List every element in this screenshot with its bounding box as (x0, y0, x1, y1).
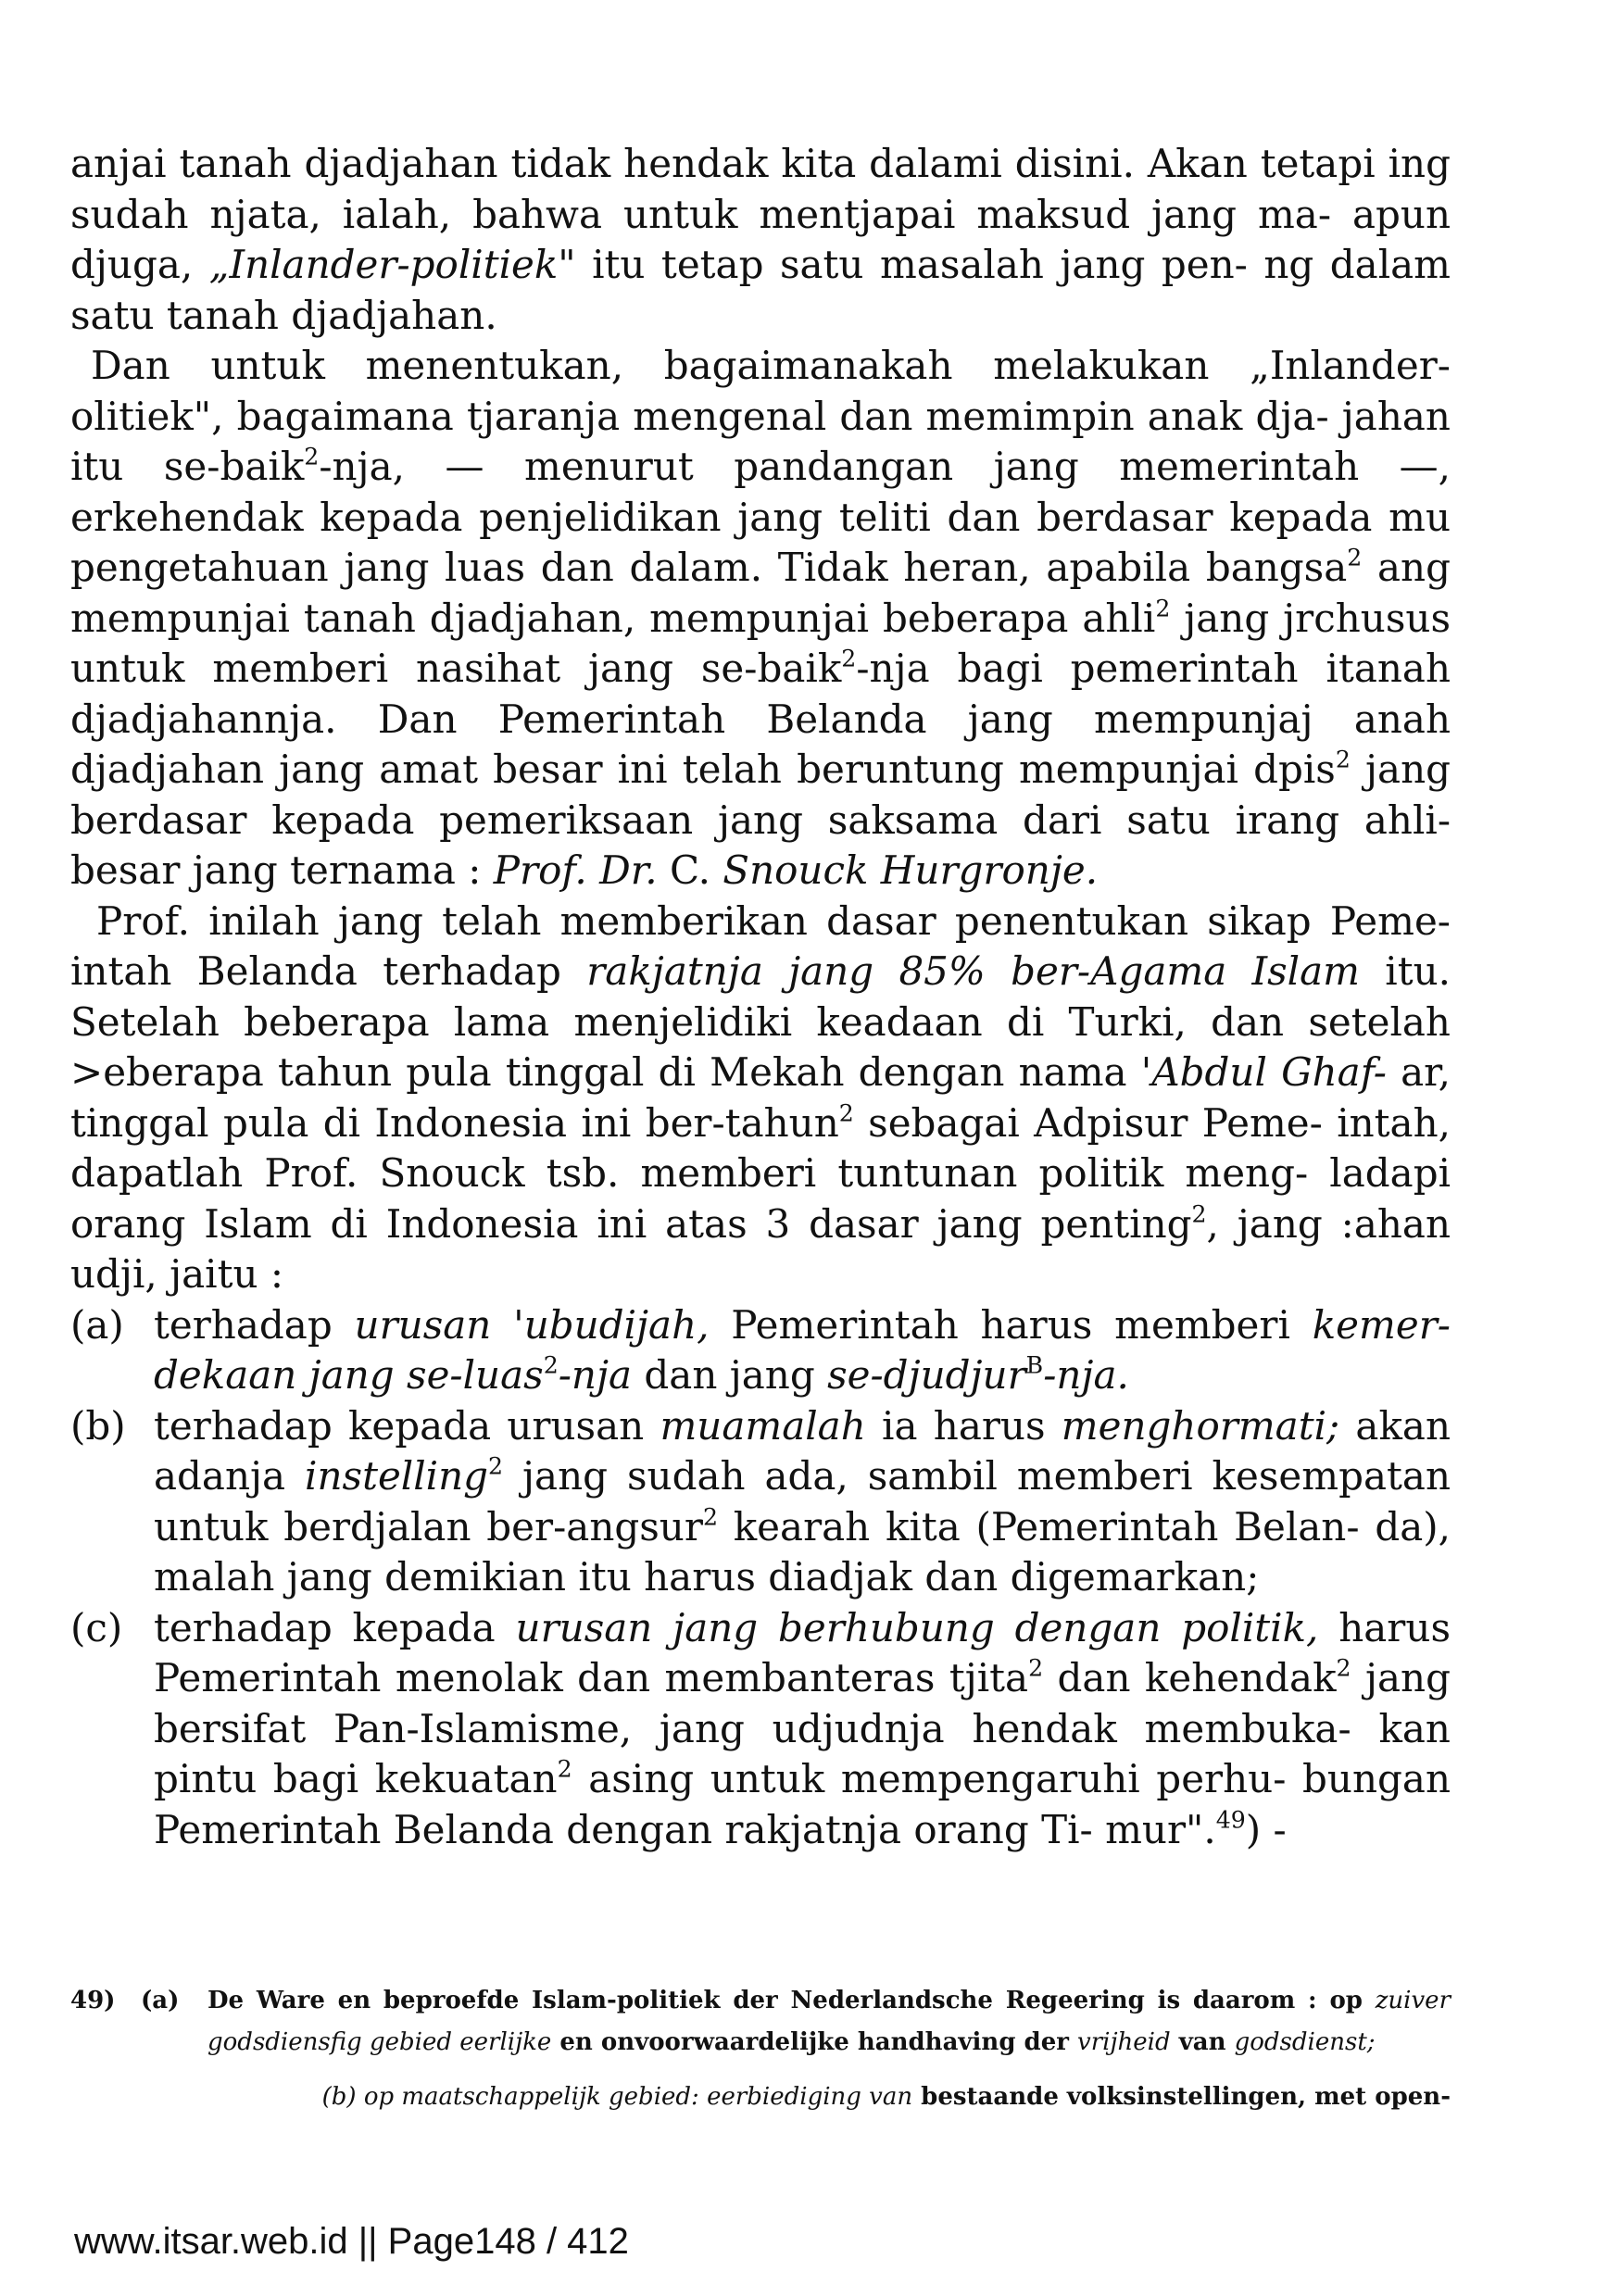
list-item-a: (a) terhadap urusan 'ubudijah, Pemerintah harus memberi kemer- dekaan jang se-luas$^2$-nja dan jang se-djudjur$^B$-nja. (70, 1301, 1451, 1398)
footnote-b: (b) op maatschappelijk gebied: eerbiediging van bestaande volksinstellingen, met open- (321, 2083, 1451, 2111)
list-item-b: (b) terhadap kepada urusan muamalah ia harus menghormati; akan adanja instelling$^2$ jang sudah ada, sambil memberi kesempatan untuk berdjalan ber-angsur$^2$ kearah kita (Pemerintah Belan- da), malah jang demikian itu harus diadjak dan digemarkan; (70, 1402, 1451, 1600)
paragraph-3: Prof. inilah jang telah memberikan dasar penentukan sikap Peme- intah Belanda terhadap rakjatnja jang 85% ber-Agama Islam itu. Setelah beberapa lama menjelidiki keadaan di Turki, dan setelah >eberapa tahun pula tinggal di Mekah dengan nama 'Abdul Ghaf- ar, tinggal pula di Indonesia ini ber-tahun$^2$ sebagai Adpisur Peme- intah, dapatlah Prof. Snouck tsb. memberi tuntunan politik meng- ladapi orang Islam di Indonesia ini atas 3 dasar jang penting$^2$, jang :ahan udji, jaitu : (70, 897, 1451, 1297)
footnote-sub-marker: (a) (141, 1987, 180, 2014)
main-text (70, 139, 1451, 1855)
paragraph-2: Dan untuk menentukan, bagaimanakah melakukan „Inlander- olitiek", bagaimana tjaranja mengenal dan memimpin anak dja- jahan itu se-baik$^2$-nja, — menurut pandangan jang memerintah —, erkehendak kepada penjelidikan jang teliti dan berdasar kepada mu pengetahuan jang luas dan dalam. Tidak heran, apabila bangsa$^2$ ang mempunjai tanah djadjahan, mempunjai beberapa ahli$^2$ jang jrchusus untuk memberi nasihat jang se-baik$^2$-nja bagi pemerintah itanah djadjahannja. Dan Pemerintah Belanda jang mempunjaj anah djadjahan jang amat besar ini telah beruntung mempunjai dpis$^2$ jang berdasar kepada pemeriksaan jang saksama dari satu irang ahli-besar jang ternama : Prof. Dr. C. Snouck Hurgronje. (70, 343, 1451, 893)
footnote-number: 49) (70, 1987, 116, 2014)
paragraph-1: anjai tanah djadjahan tidak hendak kita dalami disini. Akan tetapi ing sudah njata, ialah, bahwa untuk mentjapai maksud jang ma- apun djuga, „Inlander-politiek" itu tetap satu masalah jang pen- ng dalam satu tanah djadjahan. (70, 141, 1451, 338)
list-marker: (c) (70, 1604, 123, 1650)
list-marker: (a) (70, 1301, 124, 1348)
footnote (70, 1980, 1451, 2118)
footnote-a: 49) (a) De Ware en beproefde Islam-politiek der Nederlandsche Regeering is daarom : op zuiver godsdiensfig gebied eerlijke en onvoorwaardelijke handhaving der vrijheid van godsdienst; (70, 1980, 1451, 2064)
list-item-c: (c) terhadap kepada urusan jang berhubung dengan politik, harus Pemerintah menolak dan membanteras tjita$^2$ dan kehendak$^2$ jang bersifat Pan-Islamisme, jang udjudnja hendak membuka- kan pintu bagi kekuatan$^2$ asing untuk mempengaruhi perhu- bungan Pemerintah Belanda dengan rakjatnja orang Ti- mur".$^{49}$) - (70, 1604, 1451, 1852)
page-footer: www.itsar.web.id || Page148 / 412 (74, 2221, 629, 2262)
list-marker: (b) (70, 1402, 126, 1449)
footnote-reference: 49 (1215, 1806, 1246, 1834)
